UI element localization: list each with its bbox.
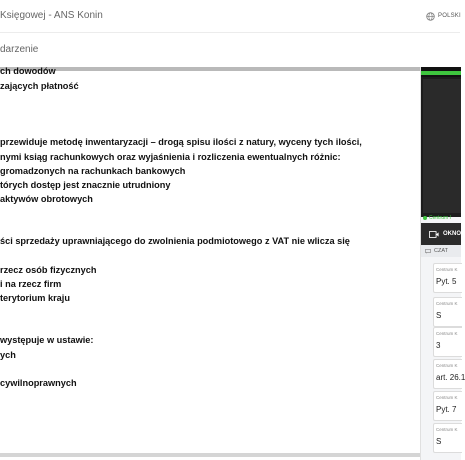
camera-status [421,213,461,223]
live-dot-icon [423,216,427,220]
answer-card-label: Centrum K [436,331,458,336]
answer-card-label: Centrum K [436,395,458,400]
answer-card-label: Centrum K [436,427,458,432]
answer-card-value: S [436,437,442,446]
language-selector[interactable] [426,11,461,21]
video-preview [421,67,461,217]
answer-card-label: Centrum K [436,267,458,272]
document-line: tórych dostęp jest znacznie utrudniony [0,180,171,190]
answer-card[interactable] [433,391,462,421]
chat-tab[interactable] [421,245,461,257]
document-line: ych [0,350,16,360]
answer-card[interactable] [433,297,462,327]
answer-card-value: Pyt. 7 [436,405,457,414]
video-active-indicator [421,71,461,75]
window-button-label: OKNO [443,231,461,237]
answer-card-value: Pyt. 5 [436,277,457,286]
answer-card-label: Centrum K [436,363,458,368]
right-panel [420,67,465,460]
answer-card-value: 3 [436,341,441,350]
answer-card[interactable] [433,263,462,293]
page-subheader [0,33,460,67]
document-line: ch dowodów [0,66,56,76]
document-line: i na rzecz firm [0,279,62,289]
language-label: POLSKI [438,13,461,19]
answer-card[interactable] [433,359,465,389]
chat-tab-label: CZAT [434,248,448,254]
document-line: rzecz osób fizycznych [0,265,97,275]
window-button[interactable] [421,223,461,245]
document-line: gromadzonych na rachunkach bankowych [0,166,186,176]
top-header [0,0,460,33]
camera-label: Centrum I [429,215,451,221]
video-camera-icon [429,231,439,238]
document-line: cywilnoprawnych [0,378,77,388]
answer-card-label: Centrum K [436,301,458,306]
document-line: występuje w ustawie: [0,335,94,345]
document-top-scrollbar[interactable] [0,67,420,71]
chat-icon [425,249,431,254]
answer-card-value: S [436,311,442,320]
document-line: terytorium kraju [0,293,70,303]
document-line: nymi ksiąg rachunkowych oraz wyjaśnienia i rozliczenia ewentualnych różnic: [0,152,341,162]
document-line: aktywów obrotowych [0,194,93,204]
document-line: zających płatność [0,81,79,91]
answer-card[interactable] [433,423,462,453]
document-bottom-scrollbar[interactable] [0,453,420,457]
globe-icon [426,12,435,21]
answer-card-value: art. 26.1 [436,373,465,382]
app-title: Księgowej - ANS Konin [0,10,103,21]
document-line: ści sprzedaży uprawniającego do zwolnienia podmiotowego z VAT nie wlicza się [0,236,350,246]
document-line: przewiduje metodę inwentaryzacji – drogą spisu ilości z natury, wyceny tych ilości, [0,137,362,147]
document-viewer[interactable] [0,67,420,457]
answer-card[interactable] [433,327,462,357]
page-title: darzenie [0,44,39,55]
video-frame [423,79,461,213]
